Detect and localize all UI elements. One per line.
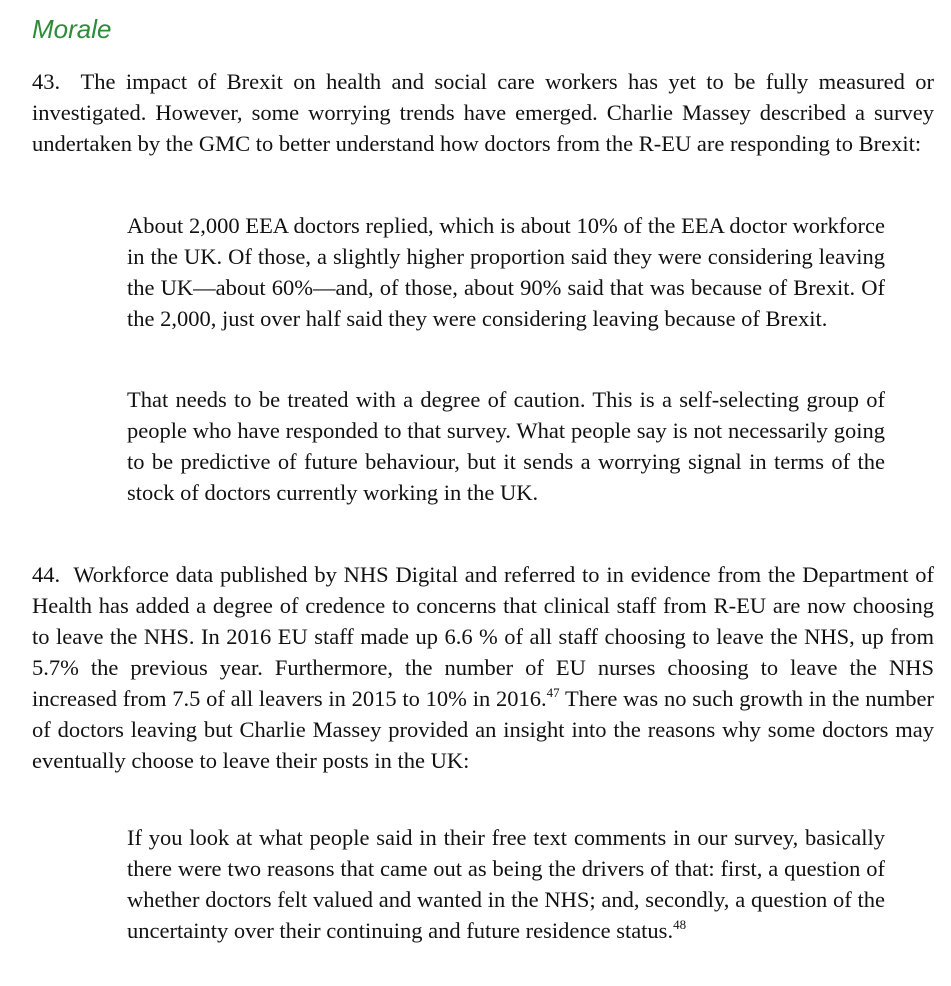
quote-block-2: That needs to be treated with a degree of caution. This is a self-selecting group of people who have responded to that survey. What people say is not necessarily going to be predictive of future behaviour, but it sends a worrying signal in terms of the stock of doctors currently working in the UK. [127, 387, 885, 505]
quote-block-3 [127, 822, 885, 946]
paragraph-text: The impact of Brexit on health and social care workers has yet to be fully measured or investigated. However, some worrying trends have emerged. Charlie Massey described a survey undertaken by the GMC to better understand how doctors from the R-EU are responding to Brexit: [32, 69, 935, 156]
quote-text: If you look at what people said in their free text comments in our survey, basically there were two reasons that came out as being the drivers of that: first, a question of whether doctors felt valued and wanted in the NHS; and, secondly, a question of the uncertainty over their continuing and future residence status. [127, 825, 885, 943]
paragraph-number: 44. [32, 562, 61, 587]
paragraph-43 [32, 66, 934, 159]
section-heading: Morale [32, 14, 112, 44]
paragraph-number: 43. [32, 69, 61, 94]
paragraph-text-continued: There was no such growth in the number of doctors leaving but Charlie Massey provided an insight into the reasons why some doctors may eventually choose to leave their posts in the UK: [32, 686, 935, 773]
footnote-ref[interactable]: 48 [673, 917, 687, 932]
footnote-ref[interactable]: 47 [546, 685, 560, 700]
paragraph-text: Workforce data published by NHS Digital and referred to in evidence from the Department of Health has added a degree of credence to concerns that clinical staff from R-EU are now choosing to leave the NHS. In 2016 EU staff made up 6.6 % of all staff choosing to leave the NHS, up from 5.7% the previous year. Furthermore, the number of EU nurses choosing to leave the NHS increased from 7.5 of all leavers in 2015 to 10% in 2016. [32, 562, 934, 711]
paragraph-44 [32, 559, 934, 776]
quote-block-1: About 2,000 EEA doctors replied, which is about 10% of the EEA doctor workforce in the UK. Of those, a slightly higher proportion said they were considering leaving the UK—about 60%—and, of those, about 90% said that was because of Brexit. Of the 2,000, just over half said they were considering leaving because of Brexit. [127, 213, 885, 331]
